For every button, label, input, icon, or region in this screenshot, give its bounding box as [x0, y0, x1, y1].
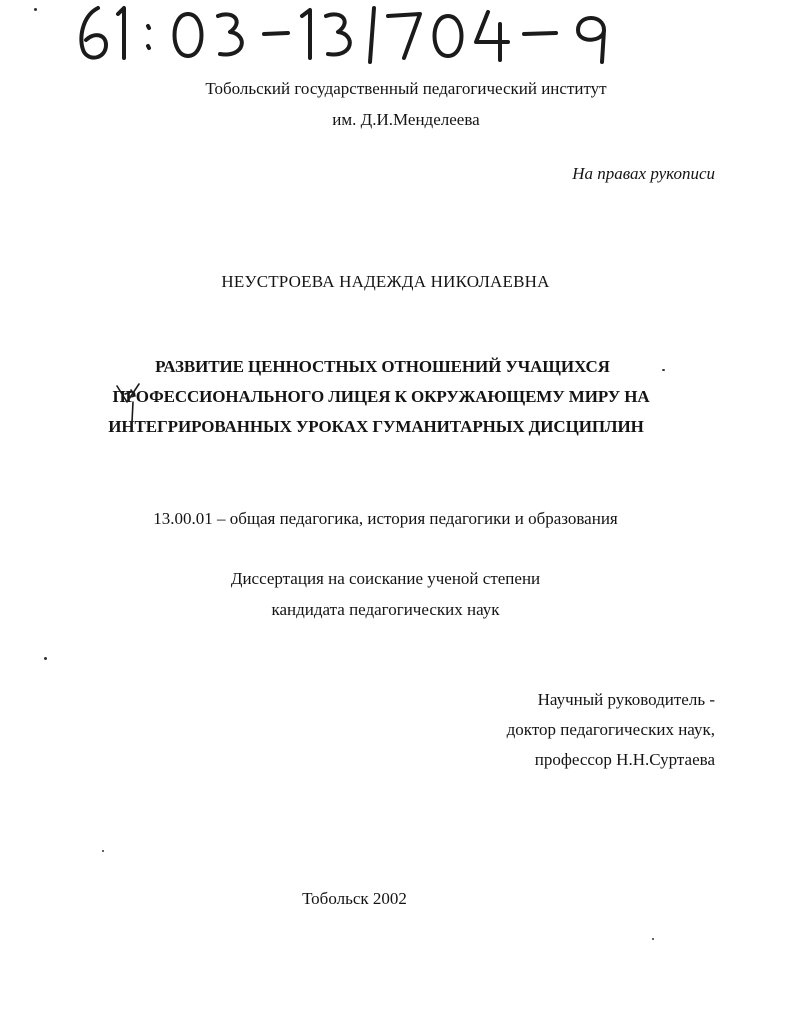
advisor-name: профессор Н.Н.Суртаева — [534, 750, 715, 769]
scan-speck — [44, 657, 47, 660]
advisor-degree: доктор педагогических наук, — [506, 720, 715, 739]
handwritten-correction-mark — [113, 380, 153, 425]
author-name: НЕУСТРОЕВА НАДЕЖДА НИКОЛАЕВНА — [221, 272, 550, 291]
manuscript-rights-note: На правах рукописи — [572, 164, 715, 183]
advisor-heading: Научный руководитель - — [537, 690, 715, 709]
institute-name: Тобольский государственный педагогический институт — [205, 79, 607, 98]
specialty-code: 13.00.01 – общая педагогика, история педагогики и образования — [153, 509, 618, 528]
dissertation-title-line-2: ПРОФЕССИОНАЛЬНОГО ЛИЦЕЯ К ОКРУЖАЮЩЕМУ МИРУ НА — [112, 387, 650, 406]
handwritten-archive-number — [70, 0, 650, 70]
degree-line-1: Диссертация на соискание ученой степени — [230, 569, 541, 588]
scan-speck — [652, 938, 654, 940]
institute-dedication: им. Д.И.Менделеева — [332, 110, 480, 129]
scan-speck — [34, 8, 37, 11]
scan-speck — [102, 850, 104, 852]
dissertation-title-line-3: ИНТЕГРИРОВАННЫХ УРОКАХ ГУМАНИТАРНЫХ ДИСЦИПЛИН — [108, 417, 644, 436]
degree-line-2: кандидата педагогических наук — [271, 600, 500, 619]
city-and-year: Тобольск 2002 — [302, 889, 407, 908]
dissertation-title-line-1: РАЗВИТИЕ ЦЕННОСТНЫХ ОТНОШЕНИЙ УЧАЩИХСЯ — [155, 357, 610, 376]
